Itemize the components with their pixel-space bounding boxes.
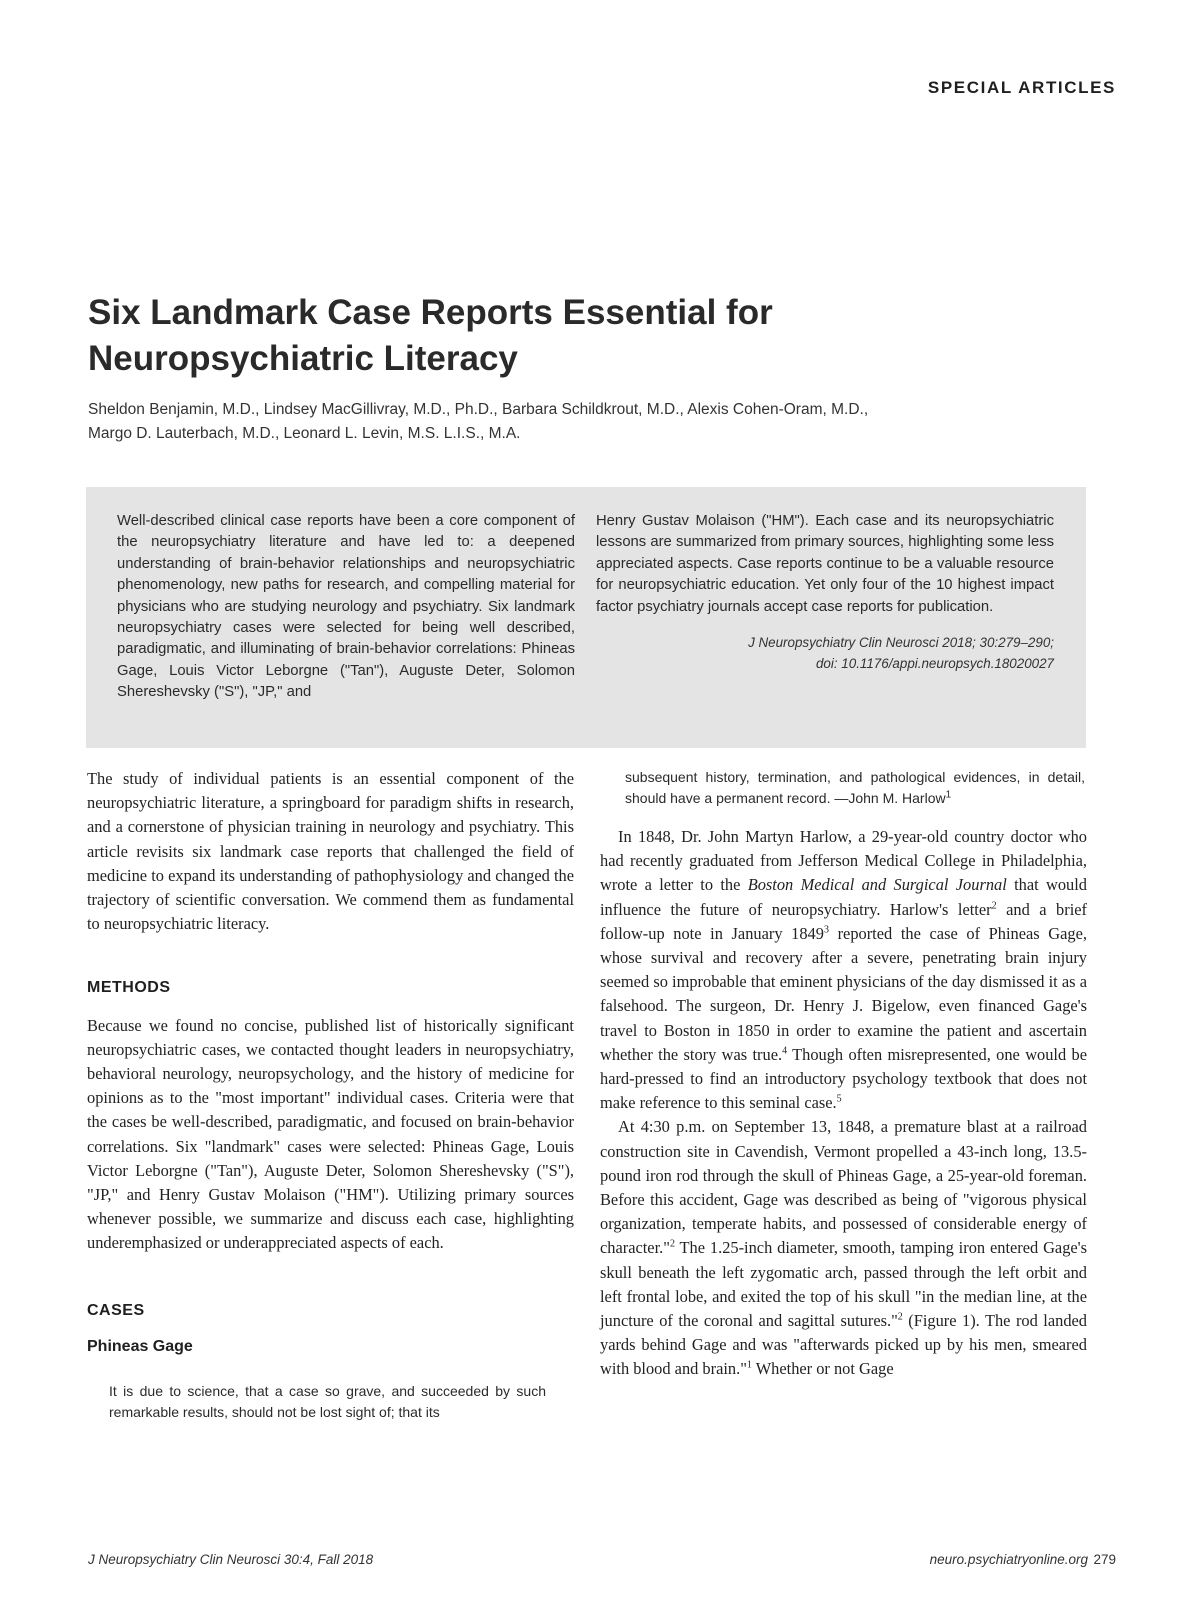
footer-journal: J Neuropsychiatry Clin Neurosci 30:4, Fall 2018 xyxy=(88,1552,374,1567)
article-title: Six Landmark Case Reports Essential for Neuropsychiatric Literacy xyxy=(88,293,773,378)
reference-marker[interactable]: 4 xyxy=(782,1045,788,1057)
epigraph-start: It is due to science, that a case so grave, and succeeded by such remarkable results, should not be lost sight of; that its xyxy=(109,1383,546,1421)
text-run: reported the case of Phineas Gage, whose survival and recovery after a severe, penetrating brain injury seemed so improbable that eminent physicians of the day dismissed it as a falsehood. The surgeon, Dr. Henry J. Bigelow, even financed Gage's travel to Boston in 1850 in order to examine the patient and ascertain whether the story was true. xyxy=(600,923,1087,1064)
body-column-right xyxy=(600,767,1087,1382)
harlow-paragraph xyxy=(600,825,1087,1115)
abstract-box xyxy=(86,487,1086,748)
text-run: (Figure 1). The rod landed yards behind Gage and was "afterwards picked up by his men, smeared with blood and brain." xyxy=(600,1311,1087,1379)
abstract-text-left: Well-described clinical case reports have been a core component of the neuropsychiatry literature and have led to: a deepened understanding of brain-behavior relationships and neuropsychiatric phenomenology, new paths for research, and compelling material for physicians who are studying neurology and psychiatry. Six landmark neuropsychiatry cases were selected for being well described, paradigmatic, and illuminating of brain-behavior correlations: Phineas Gage, Louis Victor Leborgne ("Tan"), Auguste Deter, Solomon Shereshevsky ("S"), "JP," and xyxy=(117,513,575,701)
reference-marker[interactable]: 1 xyxy=(746,1360,752,1371)
abstract-column-right xyxy=(596,511,1054,704)
text-run: In 1848, Dr. John Martyn Harlow, a 29-year-old country doctor who had recently graduated from Jefferson Medical College in Philadelphia, wrote a letter to the xyxy=(600,827,1087,895)
text-run: Though often misrepresented, one would be hard-pressed to find an introductory psychology textbook that does not make reference to this seminal case. xyxy=(600,1044,1087,1113)
reference-marker[interactable]: 2 xyxy=(897,1311,903,1323)
phineas-gage-heading: Phineas Gage xyxy=(87,1337,193,1355)
reference-marker[interactable]: 2 xyxy=(669,1238,675,1250)
section-label: SPECIAL ARTICLES xyxy=(927,78,1116,97)
citation xyxy=(596,632,1054,674)
abstract-text-right: Henry Gustav Molaison ("HM"). Each case and its neuropsychiatric lessons are summarized from primary sources, highlighting some less appreciated aspects. Case reports continue to be a valuable resource for neuropsychiatric education. Yet only four of the 10 highest impact factor psychiatry journals accept case reports for publication. xyxy=(596,513,1054,615)
reference-marker[interactable]: 5 xyxy=(836,1093,842,1105)
author-list xyxy=(88,398,1098,446)
text-run: and a brief follow-up note in January 1849 xyxy=(600,899,1087,943)
epigraph-continued xyxy=(625,767,1085,809)
text-run: At 4:30 p.m. on September 13, 1848, a premature blast at a railroad construction site in Cavendish, Vermont propelled a 43-inch long, 13.5-pound iron rod through the skull of Phineas Gage, a 25-year-old foreman. Before this accident, Gage was described as being of "vigorous physical organization, temperate habits, and possessed of considerable energy of character." xyxy=(600,1117,1087,1258)
journal-name: Boston Medical and Surgical Journal xyxy=(747,875,1007,895)
reference-marker[interactable]: 3 xyxy=(823,924,829,936)
abstract-column-left xyxy=(117,511,575,704)
cases-heading: CASES xyxy=(87,1301,145,1319)
epigraph-continued-text: subsequent history, termination, and pathological evidences, in detail, should have a permanent record. —John M. Harlow xyxy=(625,769,1085,806)
reference-marker[interactable]: 1 xyxy=(945,789,952,801)
body-column-left xyxy=(87,767,574,1423)
page-number: 279 xyxy=(1093,1552,1116,1567)
reference-marker[interactable]: 2 xyxy=(991,900,997,912)
authors-line-2: Margo D. Lauterbach, M.D., Leonard L. Levin, M.S. L.I.S., M.A. xyxy=(88,425,521,442)
footer-website-link[interactable]: neuro.psychiatryonline.org xyxy=(929,1552,1088,1567)
doi-link[interactable]: doi: 10.1176/appi.neuropsych.18020027 xyxy=(815,656,1054,672)
methods-heading: METHODS xyxy=(87,979,171,997)
citation-line-1: J Neuropsychiatry Clin Neurosci 2018; 30:279–290; xyxy=(748,635,1054,651)
text-run: Whether or not Gage xyxy=(751,1359,894,1379)
text-run: The 1.25-inch diameter, smooth, tamping iron entered Gage's skull beneath the left zygomatic arch, passed through the left orbit and left frontal lobe, and exited the top of his skull "in the median line, at the juncture of the coronal and sagittal sutures." xyxy=(600,1238,1087,1331)
text-run: that would influence the future of neuropsychiatry. Harlow's letter xyxy=(600,875,1087,919)
intro-paragraph: The study of individual patients is an essential component of the neuropsychiatric literature, a springboard for paradigm shifts in research, and a cornerstone of physician training in neurology and psychiatry. This article revisits six landmark case reports that challenged the field of medicine to expand its understanding of pathophysiology and changed the trajectory of scientific conversation. We commend them as fundamental to neuropsychiatric literacy. xyxy=(87,769,574,934)
authors-line-1: Sheldon Benjamin, M.D., Lindsey MacGillivray, M.D., Ph.D., Barbara Schildkrout, M.D., Alexis Cohen-Oram, M.D., xyxy=(88,401,869,418)
accident-paragraph xyxy=(600,1115,1087,1381)
methods-paragraph: Because we found no concise, published list of historically significant neuropsychiatric cases, we contacted thought leaders in neuropsychiatry, behavioral neurology, neuropsychology, and the history of medicine for opinions as to the "most important" individual cases. Criteria were that the cases be well-described, paradigmatic, and focused on brain-behavior correlations. Six "landmark" cases were selected: Phineas Gage, Louis Victor Leborgne ("Tan"), Auguste Deter, Solomon Shereshevsky ("S"), "JP," and Henry Gustav Molaison ("HM"). Utilizing primary sources whenever possible, we summarize and discuss each case, highlighting underemphasized or underappreciated aspects of each. xyxy=(87,1015,574,1253)
